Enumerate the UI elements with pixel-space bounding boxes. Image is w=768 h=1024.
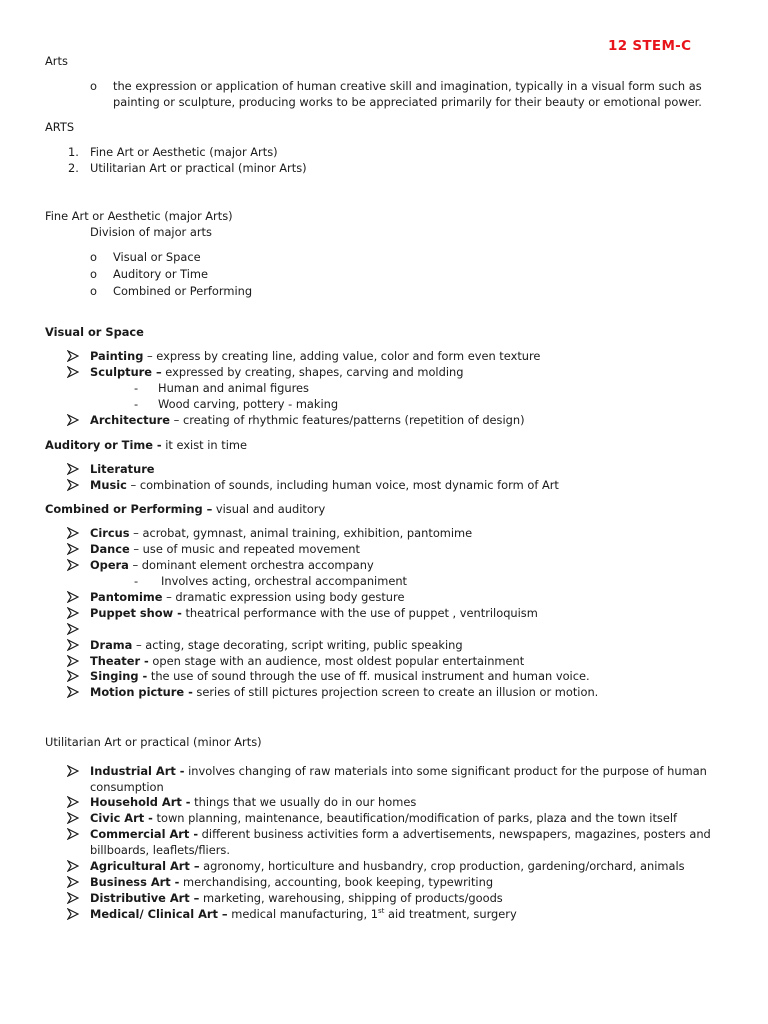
item-term: Literature — [90, 462, 155, 476]
arrow-bullet-icon — [67, 812, 79, 824]
arrow-bullet-icon — [67, 543, 79, 555]
item-desc: marketing, warehousing, shipping of products/goods — [199, 891, 503, 905]
arrow-bullet-icon — [67, 591, 79, 603]
auditory-heading: Auditory or Time - — [45, 438, 162, 452]
arrow-bullet-icon — [67, 559, 79, 571]
division-bullet: o — [90, 250, 97, 264]
arrow-item — [67, 891, 503, 905]
arrow-item — [67, 622, 90, 636]
arrow-item — [67, 478, 559, 492]
item-term: Music — [90, 478, 127, 492]
arrow-bullet-icon — [67, 366, 79, 378]
auditory-heading-desc: it exist in time — [161, 438, 247, 452]
visual-heading: Visual or Space — [45, 325, 144, 339]
division-item: Combined or Performing — [113, 284, 253, 298]
item-desc: – acrobat, gymnast, animal training, exhibition, pantomime — [129, 526, 473, 540]
fine-art-heading: Fine Art or Aesthetic (major Arts) — [45, 209, 233, 223]
item-term: Commercial Art - — [90, 827, 199, 841]
sub-dash: - — [134, 381, 139, 395]
arrow-item — [67, 811, 677, 825]
fine-art-subheading: Division of major arts — [90, 225, 212, 239]
item-continuation: consumption — [90, 780, 164, 794]
arrow-item — [67, 606, 538, 620]
arts-list-item: Fine Art or Aesthetic (major Arts) — [90, 145, 278, 159]
arrow-bullet-icon — [67, 655, 79, 667]
item-desc: things that we usually do in our homes — [190, 795, 417, 809]
sub-dash: - — [134, 574, 139, 588]
item-term: Architecture — [90, 413, 171, 427]
arrow-item — [67, 685, 598, 699]
division-bullet: o — [90, 284, 97, 298]
arrow-bullet-icon — [67, 860, 79, 872]
arrow-item — [67, 349, 540, 363]
item-continuation: billboards, leaflets/fliers. — [90, 843, 230, 857]
sub-item: Wood carving, pottery - making — [158, 397, 339, 411]
arrow-item — [67, 542, 360, 556]
arrow-item — [67, 413, 525, 427]
arrow-item — [67, 558, 374, 572]
item-desc: – dominant element orchestra accompany — [128, 558, 374, 572]
item-desc: medical manufacturing, 1 — [227, 907, 379, 921]
item-desc: different business activities form a advertisements, newspapers, magazines, posters and — [198, 827, 711, 841]
arrow-item — [67, 590, 404, 604]
arrow-bullet-icon — [67, 670, 79, 682]
item-term: Industrial Art - — [90, 764, 185, 778]
item-term: Agricultural Art – — [90, 859, 200, 873]
arrow-bullet-icon — [67, 876, 79, 888]
utilitarian-heading: Utilitarian Art or practical (minor Arts) — [45, 735, 262, 749]
arrow-bullet-icon — [67, 796, 79, 808]
item-desc: – acting, stage decorating, script writing, public speaking — [132, 638, 463, 652]
arrow-bullet-icon — [67, 908, 79, 920]
arrow-bullet-icon — [67, 527, 79, 539]
item-term: Theater - — [90, 654, 149, 668]
arts-heading: Arts — [45, 54, 68, 68]
arrow-item — [67, 827, 711, 841]
item-term: Drama — [90, 638, 133, 652]
arrow-item — [67, 907, 517, 921]
item-term: Business Art - — [90, 875, 180, 889]
item-term: Pantomime — [90, 590, 163, 604]
item-desc: – creating of rhythmic features/patterns (repetition of design) — [170, 413, 525, 427]
item-desc: the use of sound through the use of ff. musical instrument and human voice. — [147, 669, 590, 683]
arrow-item — [67, 795, 416, 809]
list-number: 1. — [68, 145, 79, 159]
item-desc: – use of music and repeated movement — [129, 542, 360, 556]
item-desc: – combination of sounds, including human voice, most dynamic form of Art — [126, 478, 559, 492]
item-desc: involves changing of raw materials into some significant product for the purpose of human — [184, 764, 707, 778]
division-item: Visual or Space — [113, 250, 201, 264]
arrow-bullet-icon — [67, 414, 79, 426]
definition-line-1: the expression or application of human creative skill and imagination, typically in a visual form such as — [113, 79, 702, 93]
definition-line-2: painting or sculpture, producing works to be appreciated primarily for their beauty or emotional power. — [113, 95, 702, 109]
item-desc: theatrical performance with the use of puppet , ventriloquism — [181, 606, 538, 620]
combined-heading: Combined or Performing – — [45, 502, 213, 516]
arrow-item — [67, 764, 707, 778]
item-term: Civic Art - — [90, 811, 153, 825]
arrow-bullet-icon — [67, 623, 79, 635]
arrow-bullet-icon — [67, 463, 79, 475]
item-term: Painting — [90, 349, 144, 363]
arrow-bullet-icon — [67, 639, 79, 651]
arrow-item — [67, 875, 493, 889]
item-desc: open stage with an audience, most oldest popular entertainment — [148, 654, 525, 668]
item-desc: expressed by creating, shapes, carving and molding — [161, 365, 464, 379]
item-term: Distributive Art – — [90, 891, 200, 905]
item-term: Singing - — [90, 669, 148, 683]
arrow-bullet-icon — [67, 765, 79, 777]
class-section-label: 12 STEM-C — [608, 38, 692, 54]
item-desc: – express by creating line, adding value, color and form even texture — [143, 349, 541, 363]
division-item: Auditory or Time — [113, 267, 209, 281]
sub-item: Involves acting, orchestral accompaniment — [161, 574, 408, 588]
auditory-heading-line — [45, 438, 247, 452]
item-term: Motion picture - — [90, 685, 193, 699]
item-term: Sculpture – — [90, 365, 162, 379]
combined-heading-desc: visual and auditory — [212, 502, 326, 516]
item-term: Puppet show - — [90, 606, 182, 620]
arts-list-item: Utilitarian Art or practical (minor Arts) — [90, 161, 307, 175]
arrow-item — [67, 638, 463, 652]
arts-caps-heading: ARTS — [45, 120, 75, 134]
item-term: Dance — [90, 542, 130, 556]
definition-bullet: o — [90, 79, 97, 93]
arrow-item — [67, 859, 685, 873]
item-desc: series of still pictures projection screen to create an illusion or motion. — [192, 685, 599, 699]
arrow-item — [67, 669, 590, 683]
item-desc-cont: aid treatment, surgery — [384, 907, 517, 921]
item-term: Opera — [90, 558, 129, 572]
arrow-item — [67, 462, 155, 476]
item-desc: merchandising, accounting, book keeping, typewriting — [179, 875, 494, 889]
sub-item: Human and animal figures — [158, 381, 309, 395]
arrow-bullet-icon — [67, 686, 79, 698]
combined-heading-line — [45, 502, 325, 516]
item-superscript: st — [378, 907, 385, 916]
item-desc: agronomy, horticulture and husbandry, crop production, gardening/orchard, animals — [199, 859, 685, 873]
item-term: Medical/ Clinical Art – — [90, 907, 228, 921]
arrow-item — [67, 365, 463, 379]
arrow-bullet-icon — [67, 607, 79, 619]
arrow-item — [67, 526, 472, 540]
arrow-bullet-icon — [67, 479, 79, 491]
item-desc: town planning, maintenance, beautification/modification of parks, plaza and the town itself — [152, 811, 678, 825]
sub-dash: - — [134, 397, 139, 411]
arrow-bullet-icon — [67, 828, 79, 840]
arrow-item — [67, 654, 524, 668]
arrow-bullet-icon — [67, 350, 79, 362]
division-bullet: o — [90, 267, 97, 281]
item-desc: – dramatic expression using body gesture — [162, 590, 405, 604]
list-number: 2. — [68, 161, 79, 175]
item-term: Circus — [90, 526, 130, 540]
arrow-bullet-icon — [67, 892, 79, 904]
item-term: Household Art - — [90, 795, 191, 809]
